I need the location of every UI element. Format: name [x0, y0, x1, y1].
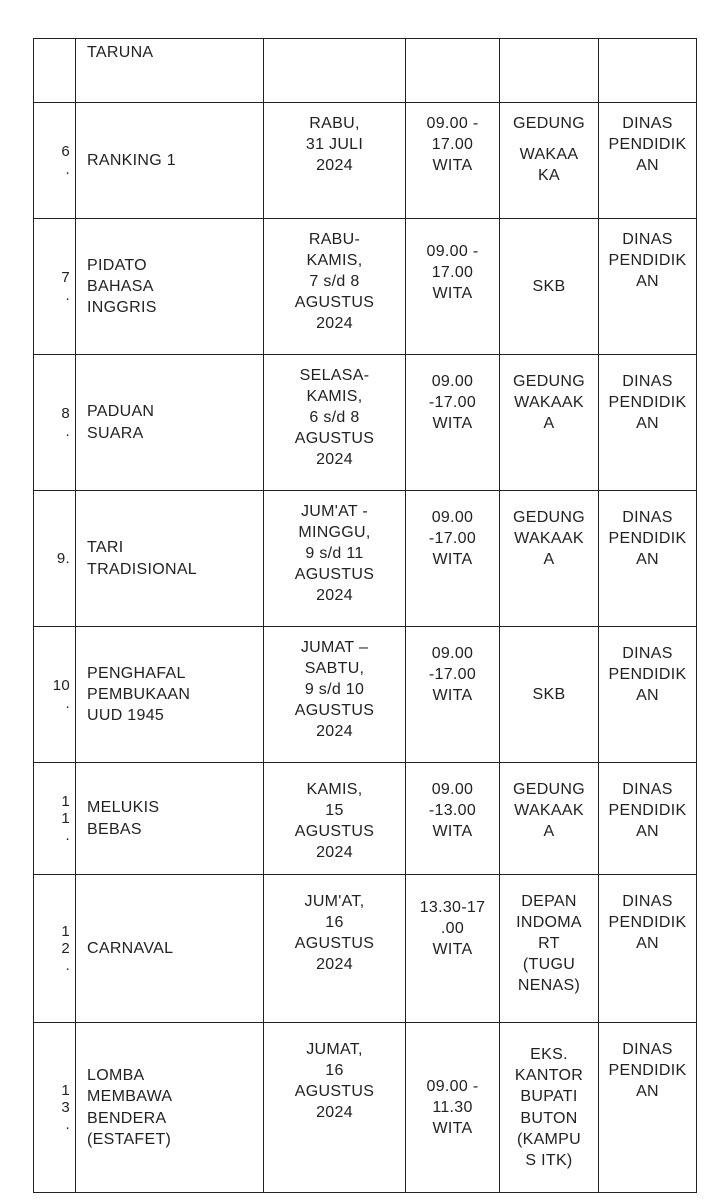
cell-event [76, 355, 264, 491]
time-line: 09.00 [431, 509, 474, 526]
cell-date [264, 875, 406, 1023]
date-line: RABU- [308, 231, 361, 248]
cell-organizer [599, 219, 697, 355]
cell-event [76, 39, 264, 103]
event-line: RANKING 1 [87, 151, 176, 169]
event-line: PENGHAFAL [87, 664, 186, 682]
cell-date [264, 103, 406, 219]
place-line: A [543, 415, 555, 433]
table-row [34, 491, 697, 627]
event-line: LOMBA [87, 1067, 145, 1085]
table-row [34, 219, 697, 355]
place-line: BUPATI [520, 1088, 578, 1106]
time-line: WITA [432, 285, 473, 303]
place-line: (KAMPU [516, 1130, 582, 1148]
date-line: RABU, [309, 115, 360, 132]
cell-organizer [599, 39, 697, 103]
place-line: WAKAAK [514, 802, 584, 820]
date-line: 2024 [316, 451, 353, 469]
event-line: MEMBAWA [87, 1088, 173, 1106]
cell-organizer [599, 355, 697, 491]
cell-organizer [599, 627, 697, 763]
time-line: .00 [440, 920, 465, 938]
cell-event [76, 627, 264, 763]
cell-date [264, 219, 406, 355]
organizer-line: PENDIDIK [608, 530, 687, 548]
no-line: . [65, 1116, 70, 1134]
cell-place [500, 491, 599, 627]
cell-event [76, 1023, 264, 1193]
organizer-line: AN [636, 273, 659, 291]
date-line: 2024 [316, 956, 353, 974]
event-line: BEBAS [87, 820, 142, 838]
line-gap [500, 134, 598, 144]
event-line: CARNAVAL [87, 939, 174, 957]
cell-no [34, 875, 76, 1023]
cell-date [264, 491, 406, 627]
organizer-line: PENDIDIK [608, 914, 687, 932]
place-line: KANTOR [514, 1067, 584, 1085]
time-line: WITA [432, 1120, 473, 1138]
date-line: AGUSTUS [294, 935, 375, 953]
cell-time [406, 219, 500, 355]
date-line: AGUSTUS [294, 702, 375, 720]
no-line: 2 [61, 939, 70, 957]
cell-place [500, 103, 599, 219]
date-line: KAMIS, [306, 252, 363, 270]
place-line: SKB [532, 685, 566, 703]
date-line: 2024 [316, 157, 353, 175]
no-line: 1 [61, 1081, 70, 1099]
cell-no [34, 355, 76, 491]
organizer-line: AN [636, 1083, 659, 1101]
time-line: -17.00 [428, 394, 477, 412]
time-line: -17.00 [428, 666, 477, 684]
cell-no [34, 491, 76, 627]
cell-time [406, 875, 500, 1023]
organizer-line: AN [636, 157, 659, 175]
cell-event [76, 875, 264, 1023]
organizer-line: DINAS [622, 645, 673, 662]
organizer-line: AN [636, 551, 659, 569]
date-line: AGUSTUS [294, 823, 375, 841]
organizer-line: DINAS [622, 509, 673, 526]
organizer-line: PENDIDIK [608, 136, 687, 154]
time-line: 09.00 [431, 373, 474, 390]
cell-organizer [599, 103, 697, 219]
date-line: SABTU, [304, 660, 365, 678]
event-line: BAHASA [87, 277, 154, 295]
cell-place [500, 219, 599, 355]
cell-date [264, 627, 406, 763]
date-line: JUM'AT, [304, 893, 365, 910]
time-line: WITA [432, 415, 473, 433]
date-line: AGUSTUS [294, 430, 375, 448]
table-row [34, 103, 697, 219]
organizer-line: DINAS [622, 115, 673, 132]
date-line: 9 s/d 10 [304, 681, 365, 699]
organizer-line: AN [636, 415, 659, 433]
cell-place [500, 39, 599, 103]
cell-no [34, 763, 76, 875]
table-row [34, 763, 697, 875]
time-line: 11.30 [432, 1098, 473, 1116]
time-line: 17.00 [431, 136, 474, 154]
event-line: TARI [87, 539, 124, 557]
cell-no [34, 39, 76, 103]
cell-date [264, 1023, 406, 1193]
event-line: UUD 1945 [87, 707, 165, 725]
date-line: 16 [325, 1062, 344, 1080]
place-line: (TUGU [522, 956, 576, 974]
no-line: . [65, 160, 70, 178]
cell-no [34, 627, 76, 763]
organizer-line: DINAS [622, 1041, 673, 1058]
organizer-line: PENDIDIK [608, 1062, 687, 1080]
cell-no [34, 219, 76, 355]
organizer-line: AN [636, 823, 659, 841]
event-line: BENDERA [87, 1109, 167, 1127]
no-line: 8 [61, 405, 70, 423]
time-line: WITA [432, 157, 473, 175]
cell-date [264, 39, 406, 103]
cell-organizer [599, 1023, 697, 1193]
event-line: (ESTAFET) [87, 1130, 172, 1148]
cell-no [34, 1023, 76, 1193]
event-line: PIDATO [87, 256, 147, 274]
date-line: KAMIS, [306, 781, 363, 798]
table-row [34, 627, 697, 763]
organizer-line: PENDIDIK [608, 394, 687, 412]
date-line: 2024 [316, 723, 353, 741]
time-line: 09.00 - [426, 115, 479, 132]
organizer-line: PENDIDIK [608, 802, 687, 820]
no-line: . [65, 694, 70, 712]
event-line: MELUKIS [87, 799, 160, 817]
time-line: -13.00 [428, 802, 477, 820]
date-line: SELASA- [299, 367, 370, 384]
date-line: MINGGU, [298, 524, 371, 542]
cell-time [406, 491, 500, 627]
schedule-table [33, 38, 697, 1193]
table-row [34, 875, 697, 1023]
date-line: JUMAT – [300, 639, 369, 656]
no-line: 7 [61, 269, 70, 287]
place-line: WAKAA [519, 146, 579, 164]
event-line: PEMBUKAAN [87, 685, 191, 703]
no-line: . [65, 827, 70, 845]
cell-time [406, 39, 500, 103]
event-line: PADUAN [87, 403, 155, 421]
time-line: -17.00 [428, 530, 477, 548]
cell-place [500, 627, 599, 763]
organizer-line: AN [636, 687, 659, 705]
cell-time [406, 103, 500, 219]
cell-date [264, 763, 406, 875]
cell-place [500, 355, 599, 491]
organizer-line: DINAS [622, 893, 673, 910]
cell-event [76, 763, 264, 875]
date-line: 6 s/d 8 [309, 409, 360, 427]
no-line: . [65, 957, 70, 975]
event-text: TARUNA [87, 44, 154, 61]
place-line: GEDUNG [512, 509, 586, 526]
cell-organizer [599, 491, 697, 627]
no-line: 3 [61, 1098, 70, 1116]
event-line: SUARA [87, 424, 144, 442]
no-line: 6 [61, 143, 70, 161]
event-line: TRADISIONAL [87, 560, 197, 578]
cell-time [406, 627, 500, 763]
time-line: 09.00 [431, 645, 474, 662]
date-line: 7 s/d 8 [309, 273, 360, 291]
time-line: WITA [432, 823, 473, 841]
cell-organizer [599, 875, 697, 1023]
cell-date [264, 355, 406, 491]
place-line: A [543, 823, 555, 841]
no-line: 1 [61, 809, 70, 827]
date-line: 2024 [316, 587, 353, 605]
date-line: AGUSTUS [294, 1083, 375, 1101]
no-line: 1 [61, 922, 70, 940]
organizer-line: PENDIDIK [608, 252, 687, 270]
place-line: GEDUNG [512, 115, 586, 132]
no-line: 9. [56, 549, 70, 567]
cell-place [500, 763, 599, 875]
event-line: INGGRIS [87, 299, 157, 317]
cell-place [500, 1023, 599, 1193]
place-line: NENAS) [517, 977, 581, 995]
no-line: . [65, 286, 70, 304]
organizer-line: PENDIDIK [608, 666, 687, 684]
table-row [34, 39, 697, 103]
date-line: KAMIS, [306, 388, 363, 406]
time-line: 13.30-17 [419, 899, 486, 916]
cell-event [76, 491, 264, 627]
cell-organizer [599, 763, 697, 875]
organizer-line: DINAS [622, 373, 673, 390]
place-line: SKB [532, 277, 566, 295]
place-line: RT [538, 935, 560, 953]
time-line: WITA [432, 941, 473, 959]
place-line: WAKAAK [514, 394, 584, 412]
date-line: 2024 [316, 844, 353, 862]
cell-time [406, 763, 500, 875]
place-line: S ITK) [525, 1151, 573, 1169]
date-line: 9 s/d 11 [305, 545, 364, 563]
no-line: 1 [61, 792, 70, 810]
organizer-line: DINAS [622, 231, 673, 248]
date-line: JUMAT, [306, 1041, 363, 1058]
table-row [34, 355, 697, 491]
organizer-line: AN [636, 935, 659, 953]
place-line: WAKAAK [514, 530, 584, 548]
date-line: 16 [325, 914, 344, 932]
place-line: A [543, 551, 555, 569]
time-line: 09.00 [431, 781, 474, 798]
date-line: 2024 [316, 315, 353, 333]
table-row [34, 1023, 697, 1193]
date-line: 2024 [316, 1104, 353, 1122]
time-line: WITA [432, 687, 473, 705]
place-line: GEDUNG [512, 781, 586, 798]
cell-time [406, 355, 500, 491]
no-line: . [65, 422, 70, 440]
place-line: KA [538, 167, 560, 185]
cell-place [500, 875, 599, 1023]
place-line: INDOMA [516, 914, 582, 932]
time-line: WITA [432, 551, 473, 569]
cell-time [406, 1023, 500, 1193]
date-line: AGUSTUS [294, 294, 375, 312]
date-line: JUM'AT - [300, 503, 369, 520]
no-line: 10 [52, 677, 70, 695]
time-line: 09.00 - [426, 243, 479, 260]
date-line: 15 [325, 802, 344, 820]
place-line: DEPAN [521, 893, 577, 910]
cell-no [34, 103, 76, 219]
date-line: 31 JULI [305, 136, 364, 154]
cell-event [76, 219, 264, 355]
time-line: 09.00 - [426, 1077, 479, 1095]
cell-event [76, 103, 264, 219]
time-line: 17.00 [431, 264, 474, 282]
place-line: BUTON [520, 1109, 578, 1127]
place-line: EKS. [530, 1046, 568, 1064]
place-line: GEDUNG [512, 373, 586, 390]
organizer-line: DINAS [622, 781, 673, 798]
date-line: AGUSTUS [294, 566, 375, 584]
